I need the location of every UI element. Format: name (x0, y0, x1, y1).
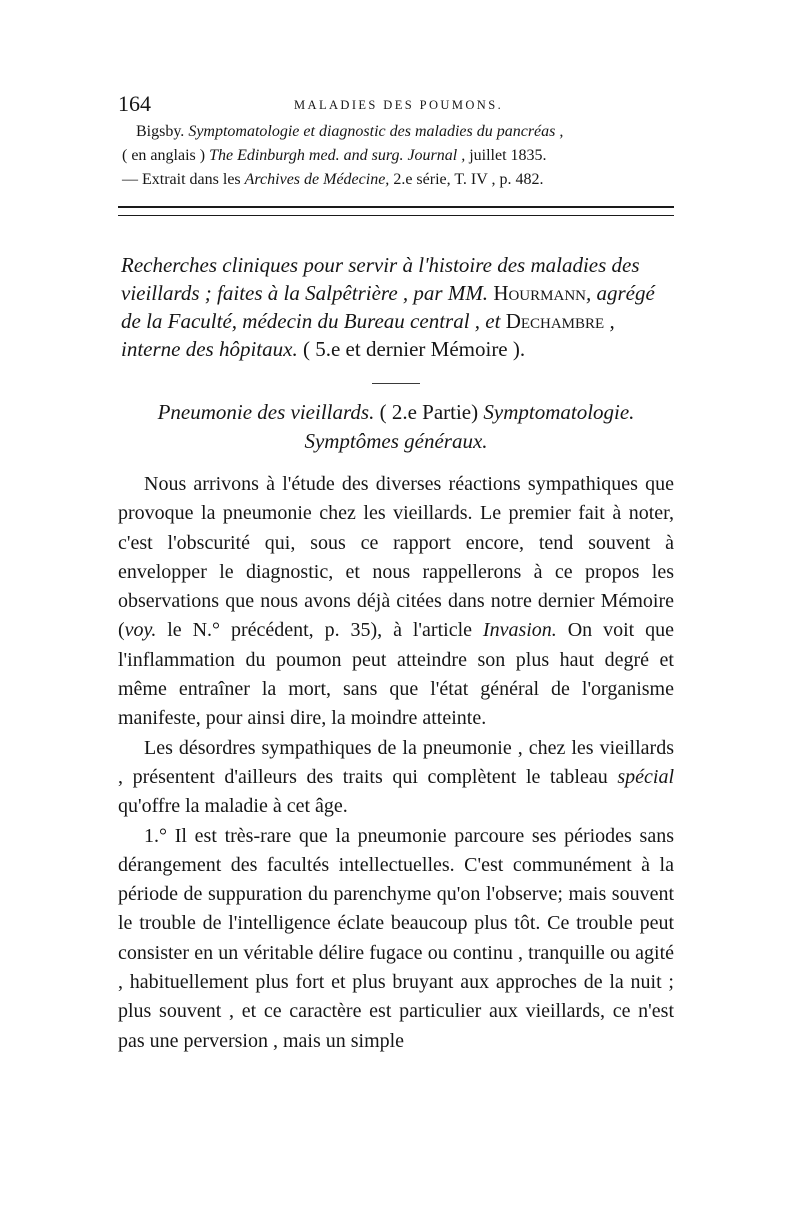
section-subtitle: Symptômes généraux. (304, 429, 488, 453)
article-author-dechambre: Dechambre (505, 309, 605, 333)
section-title-symptomatology: Symptomatologie. (483, 400, 635, 424)
article-author-hourmann: Hourmann (493, 281, 586, 305)
paragraph-1-text-b: le N.° précédent, p. 35), à l'article (156, 619, 483, 642)
paragraph-1-voy: voy. (124, 619, 157, 642)
bibliography-extract-note: — Extrait dans les (122, 171, 241, 188)
article-author-1-role: , agrégé de la Faculté, médecin du Bureau central , (121, 281, 655, 333)
article-title (118, 251, 674, 363)
section-title-part: ( 2.e Partie) (379, 400, 479, 424)
paragraph-3: 1.° Il est très-rare que la pneumonie parcoure ses périodes sans dérangement des facultés intellectuelles. C'est communément à la période de suppuration du parenchyme qu'on l'observe; mais souvent le trouble de l'intelligence éclate beaucoup plus tôt. Ce trouble peut consister en un véritable délire fugace ou continu , tranquille ou agité , habituellement plus fort et plus bruyant aux approches de la nuit ; plus souvent , et ce caractère est particulier aux vieillards, ce n'est pas une perversion , mais un simple (118, 824, 674, 1052)
bibliography-date: juillet 1835. (469, 147, 547, 164)
book-page (118, 92, 674, 1056)
article-title-main: Recherches cliniques pour servir à l'histoire des maladies des vieillards ; faites à la Salpêtrière , par MM. (121, 253, 640, 305)
paragraph-2-text-a: Les désordres sympathiques de la pneumonie , chez les vieillards , présentent d'ailleurs des traits qui complètent le tableau (118, 736, 674, 788)
article-memoir-note: ( 5.e et dernier Mémoire ). (302, 337, 526, 361)
paragraph-1-text-c: On voit que l'inflammation du poumon peut atteindre son plus haut degré et même entraîner la mort, sans que l'état général de l'organisme manifeste, pour ainsi dire, la moindre atteinte. (118, 619, 674, 730)
bibliography-entry (118, 120, 674, 192)
paragraph-1 (118, 470, 674, 734)
running-title: MALADIES DES POUMONS. (294, 98, 504, 112)
paragraph-2-text-b: qu'offre la maladie à cet âge. (118, 795, 348, 818)
article-author-2-role: , interne des hôpitaux. (121, 309, 615, 361)
bibliography-language-note: ( en anglais ) (122, 147, 206, 164)
section-heading (118, 398, 674, 456)
paragraph-2 (118, 734, 674, 822)
article-title-conjunction: et (485, 309, 501, 333)
bibliography-author: Bigsby. (136, 123, 185, 140)
page-header (118, 92, 674, 120)
section-title-topic: Pneumonie des vieillards. (157, 400, 375, 424)
paragraph-2-special: spécial (617, 765, 674, 788)
body-text (118, 470, 674, 1056)
bibliography-line-1 (122, 120, 674, 144)
paragraph-1-invasion: Invasion. (482, 619, 557, 642)
page-number: 164 (118, 91, 151, 116)
bibliography-title: Symptomatologie et diagnostic des maladies du pancréas , (188, 123, 564, 140)
bibliography-journal: The Edinburgh med. and surg. Journal , (209, 147, 466, 164)
short-separator (372, 383, 420, 384)
double-rule-divider (118, 206, 674, 216)
paragraph-1-text-a: Nous arrivons à l'étude des diverses réactions sympathiques que provoque la pneumonie chez les vieillards. Le premier fait à noter, c'est l'obscurité qui, sous ce rapport encore, tend souvent à envelopper le diagnostic, et nous rappellerons à ce propos les observations que nous avons déjà citées dans notre dernier Mémoire ( (118, 473, 674, 642)
section-title-line (118, 398, 674, 427)
bibliography-line-3 (122, 168, 674, 192)
bibliography-archives: Archives de Médecine, (244, 171, 390, 188)
bibliography-volume: 2.e série, T. IV , p. 482. (393, 171, 544, 188)
bibliography-line-2 (122, 144, 674, 168)
